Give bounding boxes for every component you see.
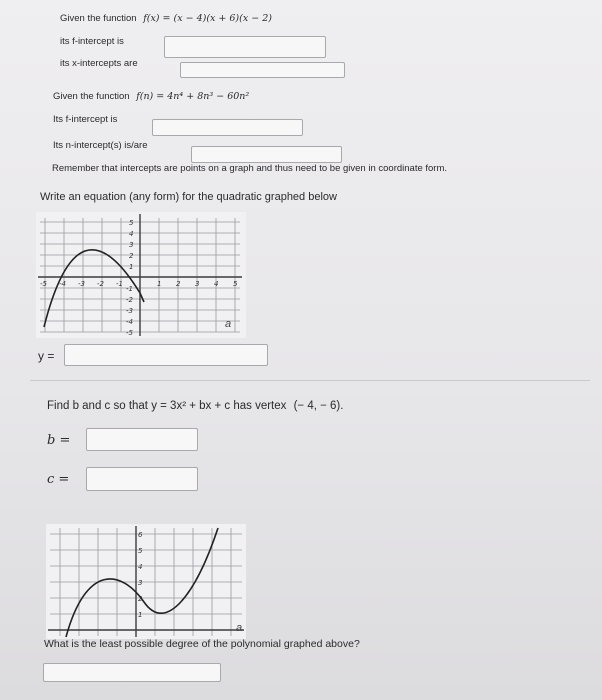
q3-y-tick: 5	[129, 219, 134, 227]
q5-prompt: What is the least possible degree of the polynomial graphed above?	[44, 638, 360, 650]
q1-given-text: Given the function f(x) = (x − 4)(x + 6)(x − 2)	[60, 13, 272, 24]
q5-y-tick: 4	[138, 563, 143, 571]
divider	[30, 380, 590, 381]
q4-prompt: Find b and c so that y = 3x² + bx + c has vertex (− 4, − 6).	[47, 400, 344, 412]
q3-y-tick: -2	[126, 296, 133, 304]
q2-given-text: Given the function f(n) = 4n⁴ + 8n³ − 60n²	[53, 91, 250, 102]
q3-axis-x-letter: a	[225, 318, 232, 330]
q3-y-tick: 4	[129, 230, 134, 238]
q5-axis-x-letter: a	[236, 622, 243, 634]
q5-y-tick: 5	[138, 547, 143, 555]
q5-polynomial-graph	[46, 524, 246, 644]
q3-answer-label: y =	[38, 349, 55, 363]
q2-remember-note: Remember that intercepts are points on a graph and thus need to be given in coordinate form.	[52, 163, 448, 174]
q5-degree-input[interactable]	[43, 663, 221, 682]
q3-quadratic-graph	[36, 212, 246, 343]
q3-y-tick: 3	[129, 241, 134, 249]
q4-c-label: c =	[47, 472, 70, 487]
q3-y-tick: 2	[129, 252, 134, 260]
q3-x-tick: 2	[176, 280, 181, 288]
q3-y-tick: 1	[129, 263, 134, 271]
q5-y-tick: 2	[138, 595, 143, 603]
q1-x-intercept-label: its x-intercepts are	[60, 58, 138, 69]
q3-x-tick: -4	[59, 280, 66, 288]
q3-x-tick: 5	[233, 280, 238, 288]
q3-y-tick: -1	[126, 285, 133, 293]
q3-x-tick: -1	[116, 280, 123, 288]
q4-b-label: b =	[47, 433, 71, 448]
q3-x-tick: -5	[40, 280, 47, 288]
q1-y-intercept-input[interactable]	[164, 36, 326, 58]
q3-equation-input[interactable]	[64, 344, 268, 366]
q2-f-intercept-input[interactable]	[152, 119, 303, 136]
q1-y-intercept-label: its f-intercept is	[60, 36, 124, 47]
q2-f-intercept-label: Its f-intercept is	[53, 114, 118, 125]
q3-x-tick: 4	[214, 280, 219, 288]
q1-x-intercepts-input[interactable]	[180, 62, 345, 78]
q3-prompt: Write an equation (any form) for the quadratic graphed below	[40, 191, 337, 203]
q5-y-tick: 1	[138, 611, 143, 619]
q4-c-input[interactable]	[86, 467, 198, 491]
q3-x-tick: 1	[157, 280, 162, 288]
q2-n-intercepts-input[interactable]	[191, 146, 342, 163]
q5-y-tick: 3	[138, 579, 143, 587]
q3-y-tick: -3	[126, 307, 133, 315]
q5-y-tick: 6	[138, 531, 143, 539]
q2-n-intercept-label: Its n-intercept(s) is/are	[53, 140, 148, 151]
q3-x-tick: -3	[78, 280, 85, 288]
q3-x-tick: 3	[195, 280, 200, 288]
q3-x-tick: -2	[97, 280, 104, 288]
q3-y-tick: -4	[126, 318, 133, 326]
q3-y-tick: -5	[126, 329, 133, 337]
q4-b-input[interactable]	[86, 428, 198, 451]
